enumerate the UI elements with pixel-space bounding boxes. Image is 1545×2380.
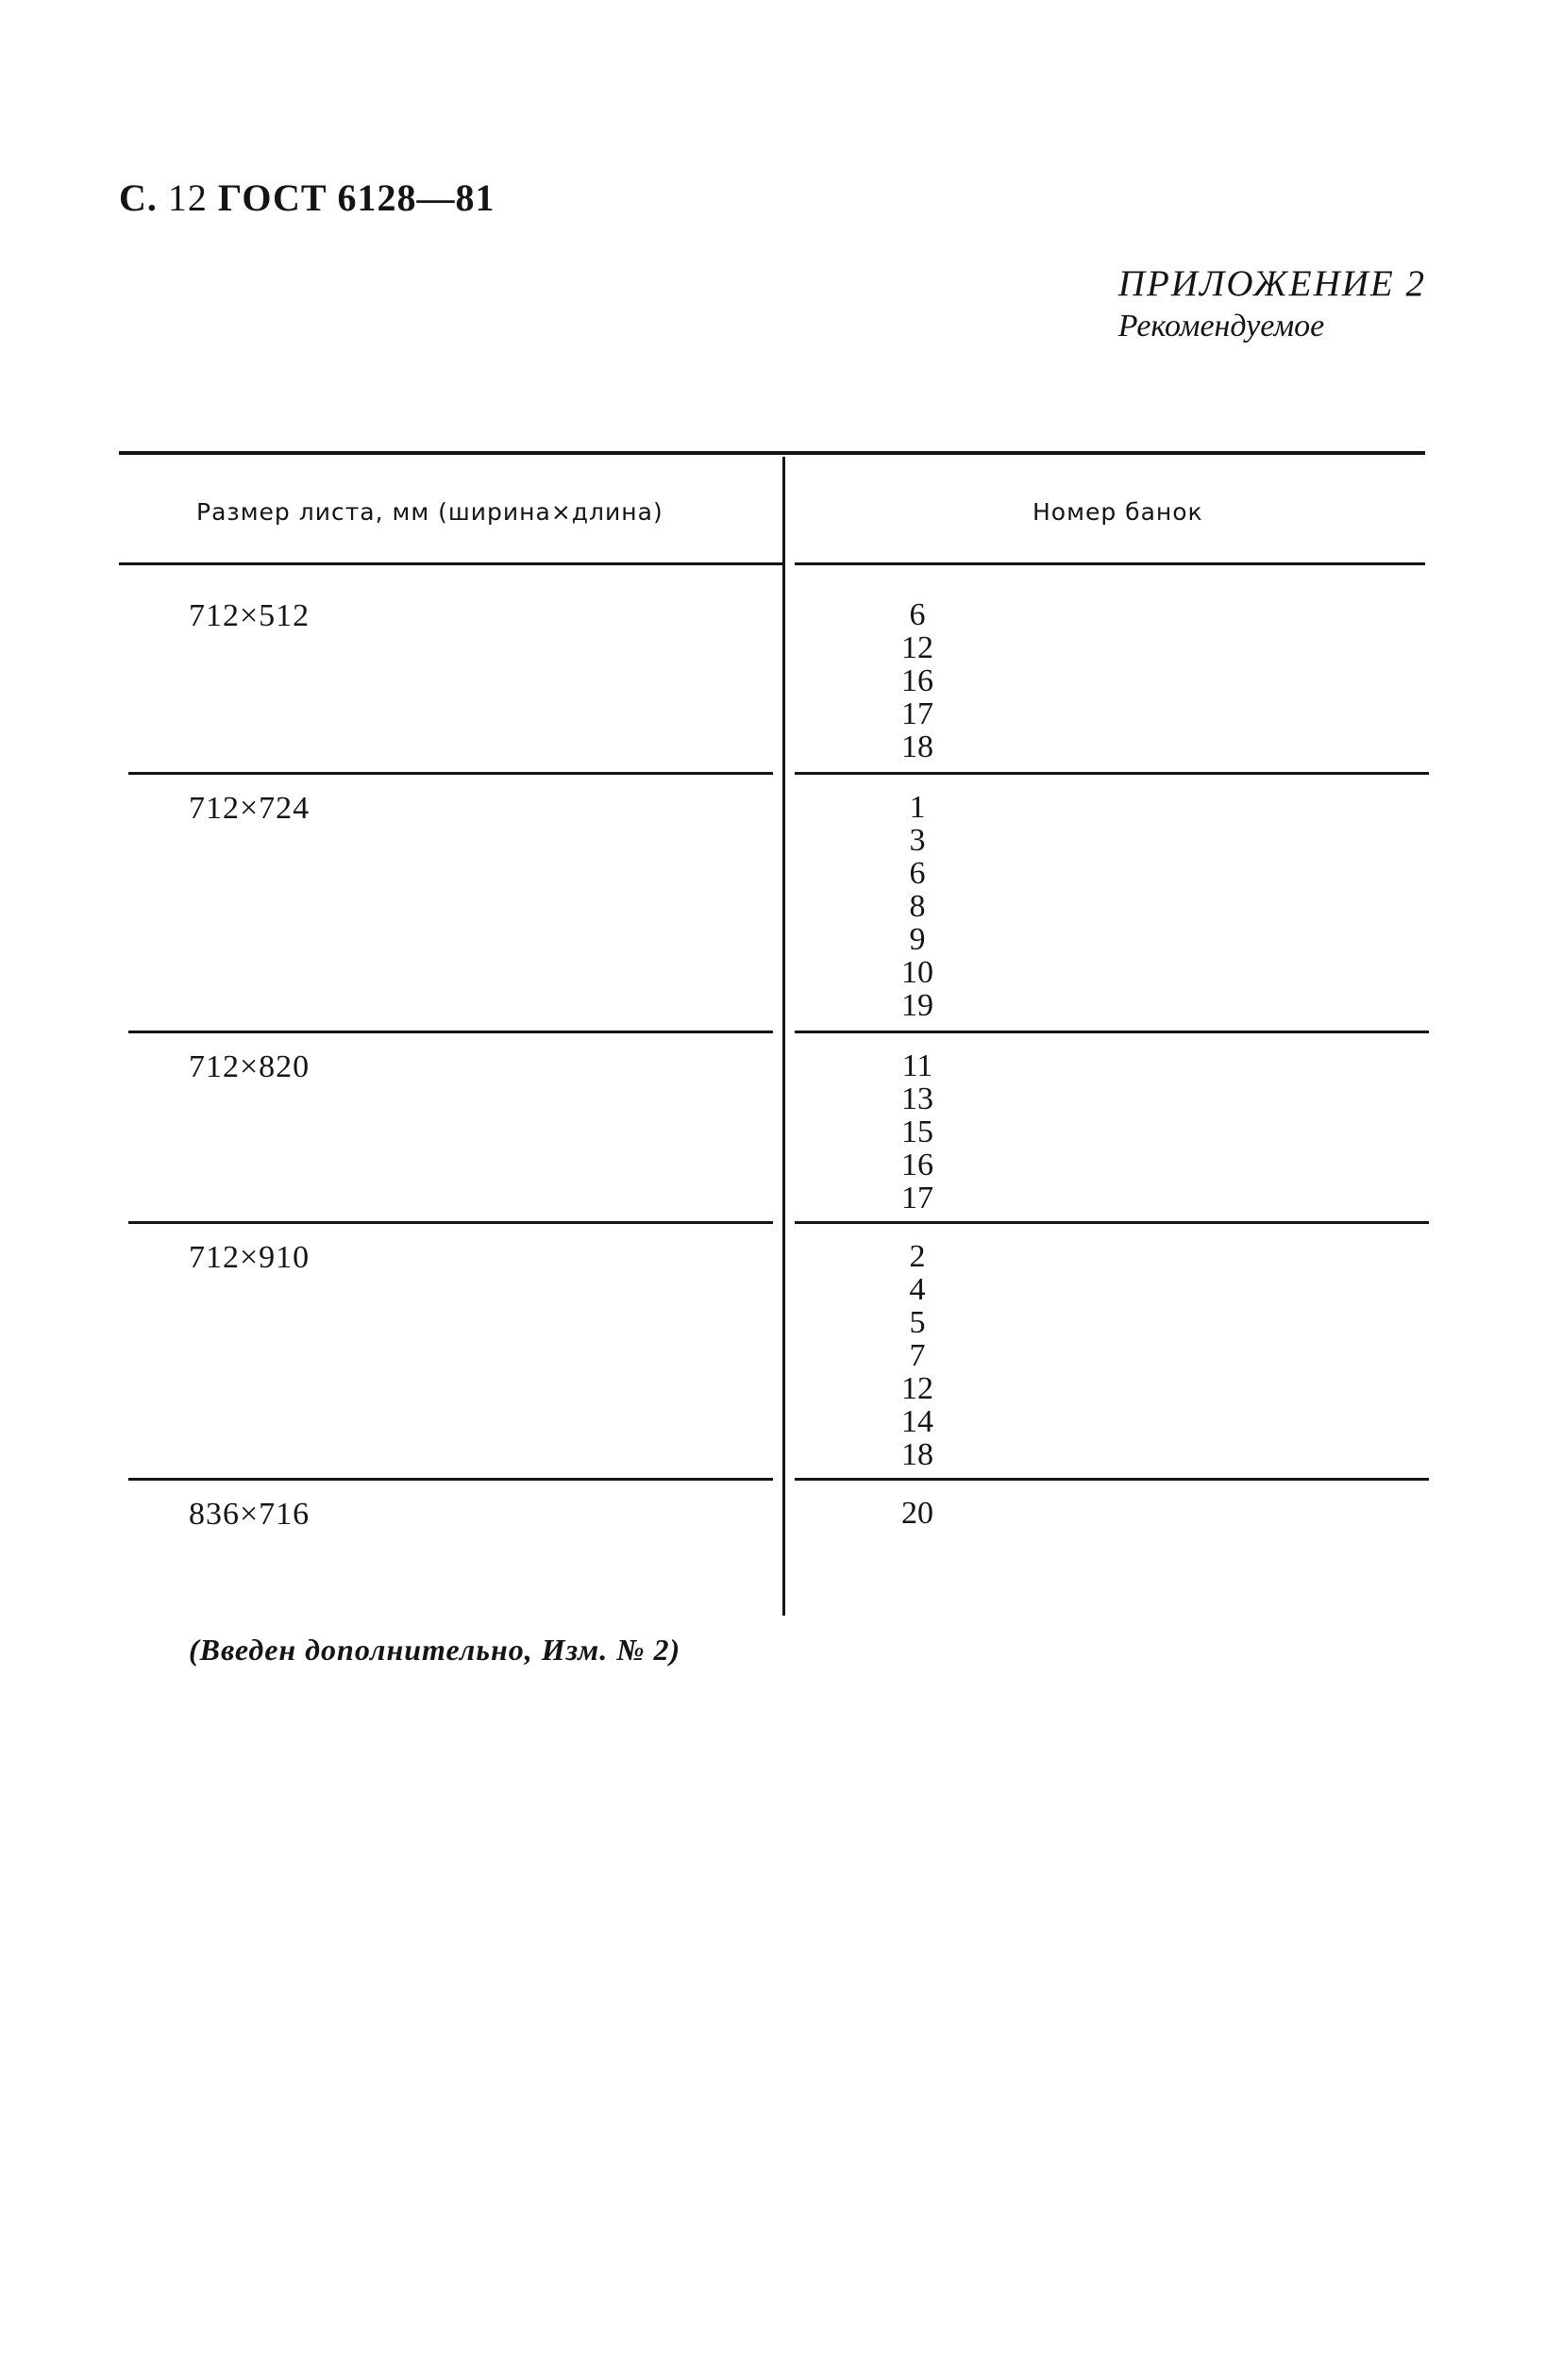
can-number: 11 [901,1048,933,1083]
can-number: 5 [909,1305,926,1340]
can-number: 15 [901,1115,933,1149]
sheet-size-cell: 712×910 [189,1240,311,1275]
column-divider [782,457,785,1616]
can-number: 18 [901,1437,933,1472]
sheet-size-cell: 712×724 [189,791,311,826]
can-number: 7 [909,1338,926,1373]
appendix-subtitle: Рекомендуемое [1117,309,1325,344]
row-separator [128,1478,773,1481]
row-separator [128,772,773,775]
can-number: 6 [909,856,926,891]
can-number: 2 [909,1239,926,1274]
can-number: 6 [909,597,926,632]
can-number: 1 [909,790,926,825]
row-separator [795,1221,1429,1224]
sheet-size-cell: 712×512 [189,598,311,633]
header-bottom-rule [119,562,782,565]
row-separator [795,1478,1429,1481]
can-number-list [870,598,965,763]
can-number: 18 [901,729,933,764]
row-separator [128,1031,773,1033]
can-number: 16 [901,663,933,698]
can-number: 19 [901,988,933,1023]
column-header-numbers: Номер банок [1033,498,1203,526]
page-header [119,176,495,220]
can-number: 17 [901,1181,933,1215]
can-number: 17 [901,696,933,731]
table-top-rule [119,451,1425,455]
can-number-list [870,1240,965,1471]
can-number-list [870,1497,965,1530]
can-number: 9 [909,922,926,957]
header-bottom-rule [795,562,1425,565]
can-number: 14 [901,1404,933,1439]
can-number: 12 [901,630,933,665]
can-number: 8 [909,889,926,924]
column-header-size: Размер листа, мм (ширина×длина) [196,498,663,526]
sheet-size-cell: 712×820 [189,1049,311,1084]
header-prefix: С. [119,176,158,219]
page-number: 12 [167,176,208,219]
appendix-heading [1118,262,1426,344]
amendment-note: (Введен дополнительно, Изм. № 2) [189,1633,681,1667]
can-number: 3 [909,823,926,858]
standard-code: ГОСТ 6128—81 [217,176,495,219]
can-number: 12 [901,1371,933,1406]
can-number: 20 [901,1496,933,1531]
appendix-title: ПРИЛОЖЕНИЕ 2 [1117,263,1426,304]
can-number: 16 [901,1148,933,1182]
row-separator [795,1031,1429,1033]
can-number: 10 [901,955,933,990]
can-number: 4 [909,1272,926,1307]
can-number: 13 [901,1081,933,1116]
can-number-list [870,791,965,1022]
row-separator [128,1221,773,1224]
row-separator [795,772,1429,775]
sheet-size-cell: 836×716 [189,1497,311,1532]
can-number-list [870,1049,965,1215]
